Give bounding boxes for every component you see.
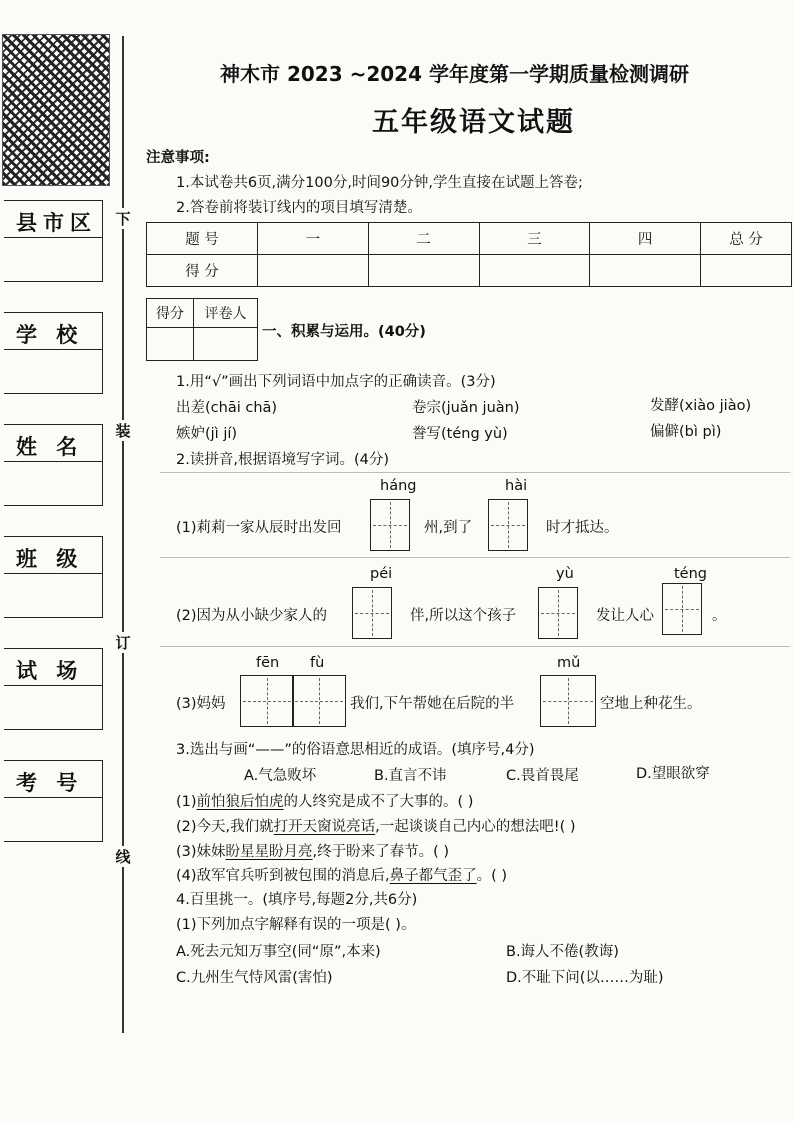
q3-option-d: D.望眼欲穿 <box>636 766 710 782</box>
q4-sub-1[interactable]: (1)下列加点字解释有误的一项是( )。 <box>176 917 416 933</box>
q4-option-c: C.九州生气恃风雷(害怕) <box>176 970 333 986</box>
class-label: 班 级 <box>16 546 84 571</box>
info-box-exam-room <box>4 648 103 730</box>
info-box-school <box>4 312 103 394</box>
grader-name-cell[interactable] <box>194 328 258 361</box>
score-header-3: 三 <box>479 223 590 255</box>
q1-item-6[interactable]: 偏僻(bì pì) <box>650 424 722 440</box>
q3-item-1-post: 的人终究是成不了大事的。( ) <box>283 794 474 810</box>
q4-option-b: B.诲人不倦(教诲) <box>506 944 619 960</box>
exam-header: 神木市 2023 ~2024 学年度第一学期质量检测调研 <box>220 62 689 86</box>
q3-item-3-post: ,终于盼来了春节。( ) <box>312 844 450 860</box>
exam-title: 五年级语文试题 <box>372 107 575 138</box>
grader-name-label: 评卷人 <box>194 299 258 328</box>
q2-prompt: 2.读拼音,根据语境写字词。(4分) <box>176 452 389 468</box>
q2-s2-pinyin-2: yù <box>556 566 574 582</box>
q2-s1-part-b: 州,到了 <box>424 520 473 536</box>
score-row-label: 得 分 <box>147 255 258 287</box>
q2-s3-grid-2[interactable] <box>292 675 346 727</box>
q2-s2-part-c: 发让人心 <box>596 608 654 624</box>
score-cell-2[interactable] <box>368 255 479 287</box>
q3-item-1[interactable] <box>176 790 473 811</box>
info-box-exam-number <box>4 760 103 842</box>
q2-s2-grid-2[interactable] <box>538 587 578 639</box>
binding-char-xia: 下 <box>115 210 131 228</box>
ruled-line <box>160 472 790 473</box>
exam-room-label: 试 场 <box>16 658 84 683</box>
q3-item-3-pre: (3)妹妹 <box>176 844 226 860</box>
q3-item-4-post: 。( ) <box>476 868 508 884</box>
county-label: 县市区 <box>16 210 97 235</box>
q3-item-4-underlined: 鼻子都气歪了 <box>389 868 477 884</box>
info-box-class <box>4 536 103 618</box>
info-box-name <box>4 424 103 506</box>
binding-char-xian: 线 <box>115 848 131 866</box>
q4-prompt: 4.百里挑一。(填序号,每题2分,共6分) <box>176 892 418 908</box>
q3-option-a: A.气急败坏 <box>244 768 317 784</box>
ruled-line <box>160 557 790 558</box>
q2-s2-grid-1[interactable] <box>352 587 392 639</box>
q2-s2-grid-3[interactable] <box>662 583 702 635</box>
grader-score-cell[interactable] <box>147 328 194 361</box>
score-header-2: 二 <box>368 223 479 255</box>
q2-s1-part-a: (1)莉莉一家从辰时出发回 <box>176 520 342 536</box>
q2-s1-part-c: 时才抵达。 <box>546 520 619 536</box>
q3-item-2[interactable] <box>176 815 576 836</box>
q1-item-1[interactable]: 出差(chāi chā) <box>176 400 278 416</box>
q3-option-c: C.畏首畏尾 <box>506 768 579 784</box>
q3-option-b: B.直言不讳 <box>374 768 447 784</box>
q2-s1-pinyin-2: hài <box>505 478 528 494</box>
q2-s3-pinyin-3: mǔ <box>557 655 581 671</box>
score-table <box>146 222 792 287</box>
grader-score-label: 得分 <box>147 299 194 328</box>
q2-s3-grid-1[interactable] <box>240 675 294 727</box>
q2-s3-part-b: 我们,下午帮她在后院的半 <box>350 696 515 712</box>
q2-s1-grid-2[interactable] <box>488 499 528 551</box>
binding-char-ding: 订 <box>115 634 131 652</box>
q3-item-3-underlined: 盼星星盼月亮 <box>225 844 313 860</box>
q1-item-3[interactable]: 发酵(xiào jiào) <box>650 398 752 414</box>
grader-table <box>146 298 258 361</box>
score-cell-3[interactable] <box>479 255 590 287</box>
q2-s3-grid-3[interactable] <box>540 675 596 727</box>
q3-item-3[interactable] <box>176 840 449 861</box>
q3-item-4-pre: (4)敌军官兵听到被包围的消息后, <box>176 868 390 884</box>
binding-char-zhuang: 装 <box>115 422 131 440</box>
q2-s1-grid-1[interactable] <box>370 499 410 551</box>
notice-item-2: 2.答卷前将装订线内的项目填写清楚。 <box>176 200 422 216</box>
q2-s2-pinyin-3: téng <box>674 566 708 582</box>
score-cell-total[interactable] <box>701 255 792 287</box>
notice-heading: 注意事项: <box>146 150 210 166</box>
q1-item-4[interactable]: 嫉妒(jì jí) <box>176 426 238 442</box>
notice-item-1: 1.本试卷共6页,满分100分,时间90分钟,学生直接在试题上答卷; <box>176 175 583 191</box>
score-header-total: 总 分 <box>701 223 792 255</box>
q2-s2-part-b: 伴,所以这个孩子 <box>410 608 517 624</box>
q3-item-1-underlined: 前怕狼后怕虎 <box>196 794 284 810</box>
score-cell-4[interactable] <box>590 255 701 287</box>
name-label: 姓 名 <box>16 434 84 459</box>
q2-s3-pinyin-2: fù <box>310 655 325 671</box>
section-1-title: 一、积累与运用。(40分) <box>262 324 426 340</box>
q2-s3-part-c: 空地上种花生。 <box>600 696 702 712</box>
q2-s3-part-a: (3)妈妈 <box>176 696 226 712</box>
binding-line <box>122 36 124 1033</box>
qr-code <box>2 34 110 186</box>
q2-s2-pinyin-1: péi <box>370 566 393 582</box>
q3-prompt: 3.选出与画“——”的俗语意思相近的成语。(填序号,4分) <box>176 742 535 758</box>
q2-s2-part-d: 。 <box>712 608 727 624</box>
q3-item-1-pre: (1) <box>176 794 197 810</box>
q3-item-2-post: ,一起谈谈自己内心的想法吧!( ) <box>375 819 576 835</box>
info-box-county <box>4 200 103 282</box>
score-cell-1[interactable] <box>258 255 369 287</box>
q1-item-2[interactable]: 卷宗(juǎn juàn) <box>412 400 520 416</box>
q4-option-d: D.不耻下问(以……为耻) <box>506 970 664 986</box>
q3-item-2-pre: (2)今天,我们就 <box>176 819 274 835</box>
score-header-label: 题 号 <box>147 223 258 255</box>
exam-number-label: 考 号 <box>16 770 84 795</box>
score-header-1: 一 <box>258 223 369 255</box>
ruled-line <box>160 646 790 647</box>
q2-s1-pinyin-1: háng <box>380 478 417 494</box>
q3-item-4[interactable] <box>176 864 507 885</box>
school-label: 学 校 <box>16 322 84 347</box>
q2-s3-pinyin-1: fēn <box>256 655 280 671</box>
score-header-4: 四 <box>590 223 701 255</box>
q4-option-a: A.死去元知万事空(同“原”,本来) <box>176 944 381 960</box>
q1-prompt: 1.用“√”画出下列词语中加点字的正确读音。(3分) <box>176 374 496 390</box>
q3-item-2-underlined: 打开天窗说亮话 <box>273 819 376 835</box>
q1-item-5[interactable]: 誊写(téng yù) <box>412 426 508 442</box>
q2-s2-part-a: (2)因为从小缺少家人的 <box>176 608 328 624</box>
